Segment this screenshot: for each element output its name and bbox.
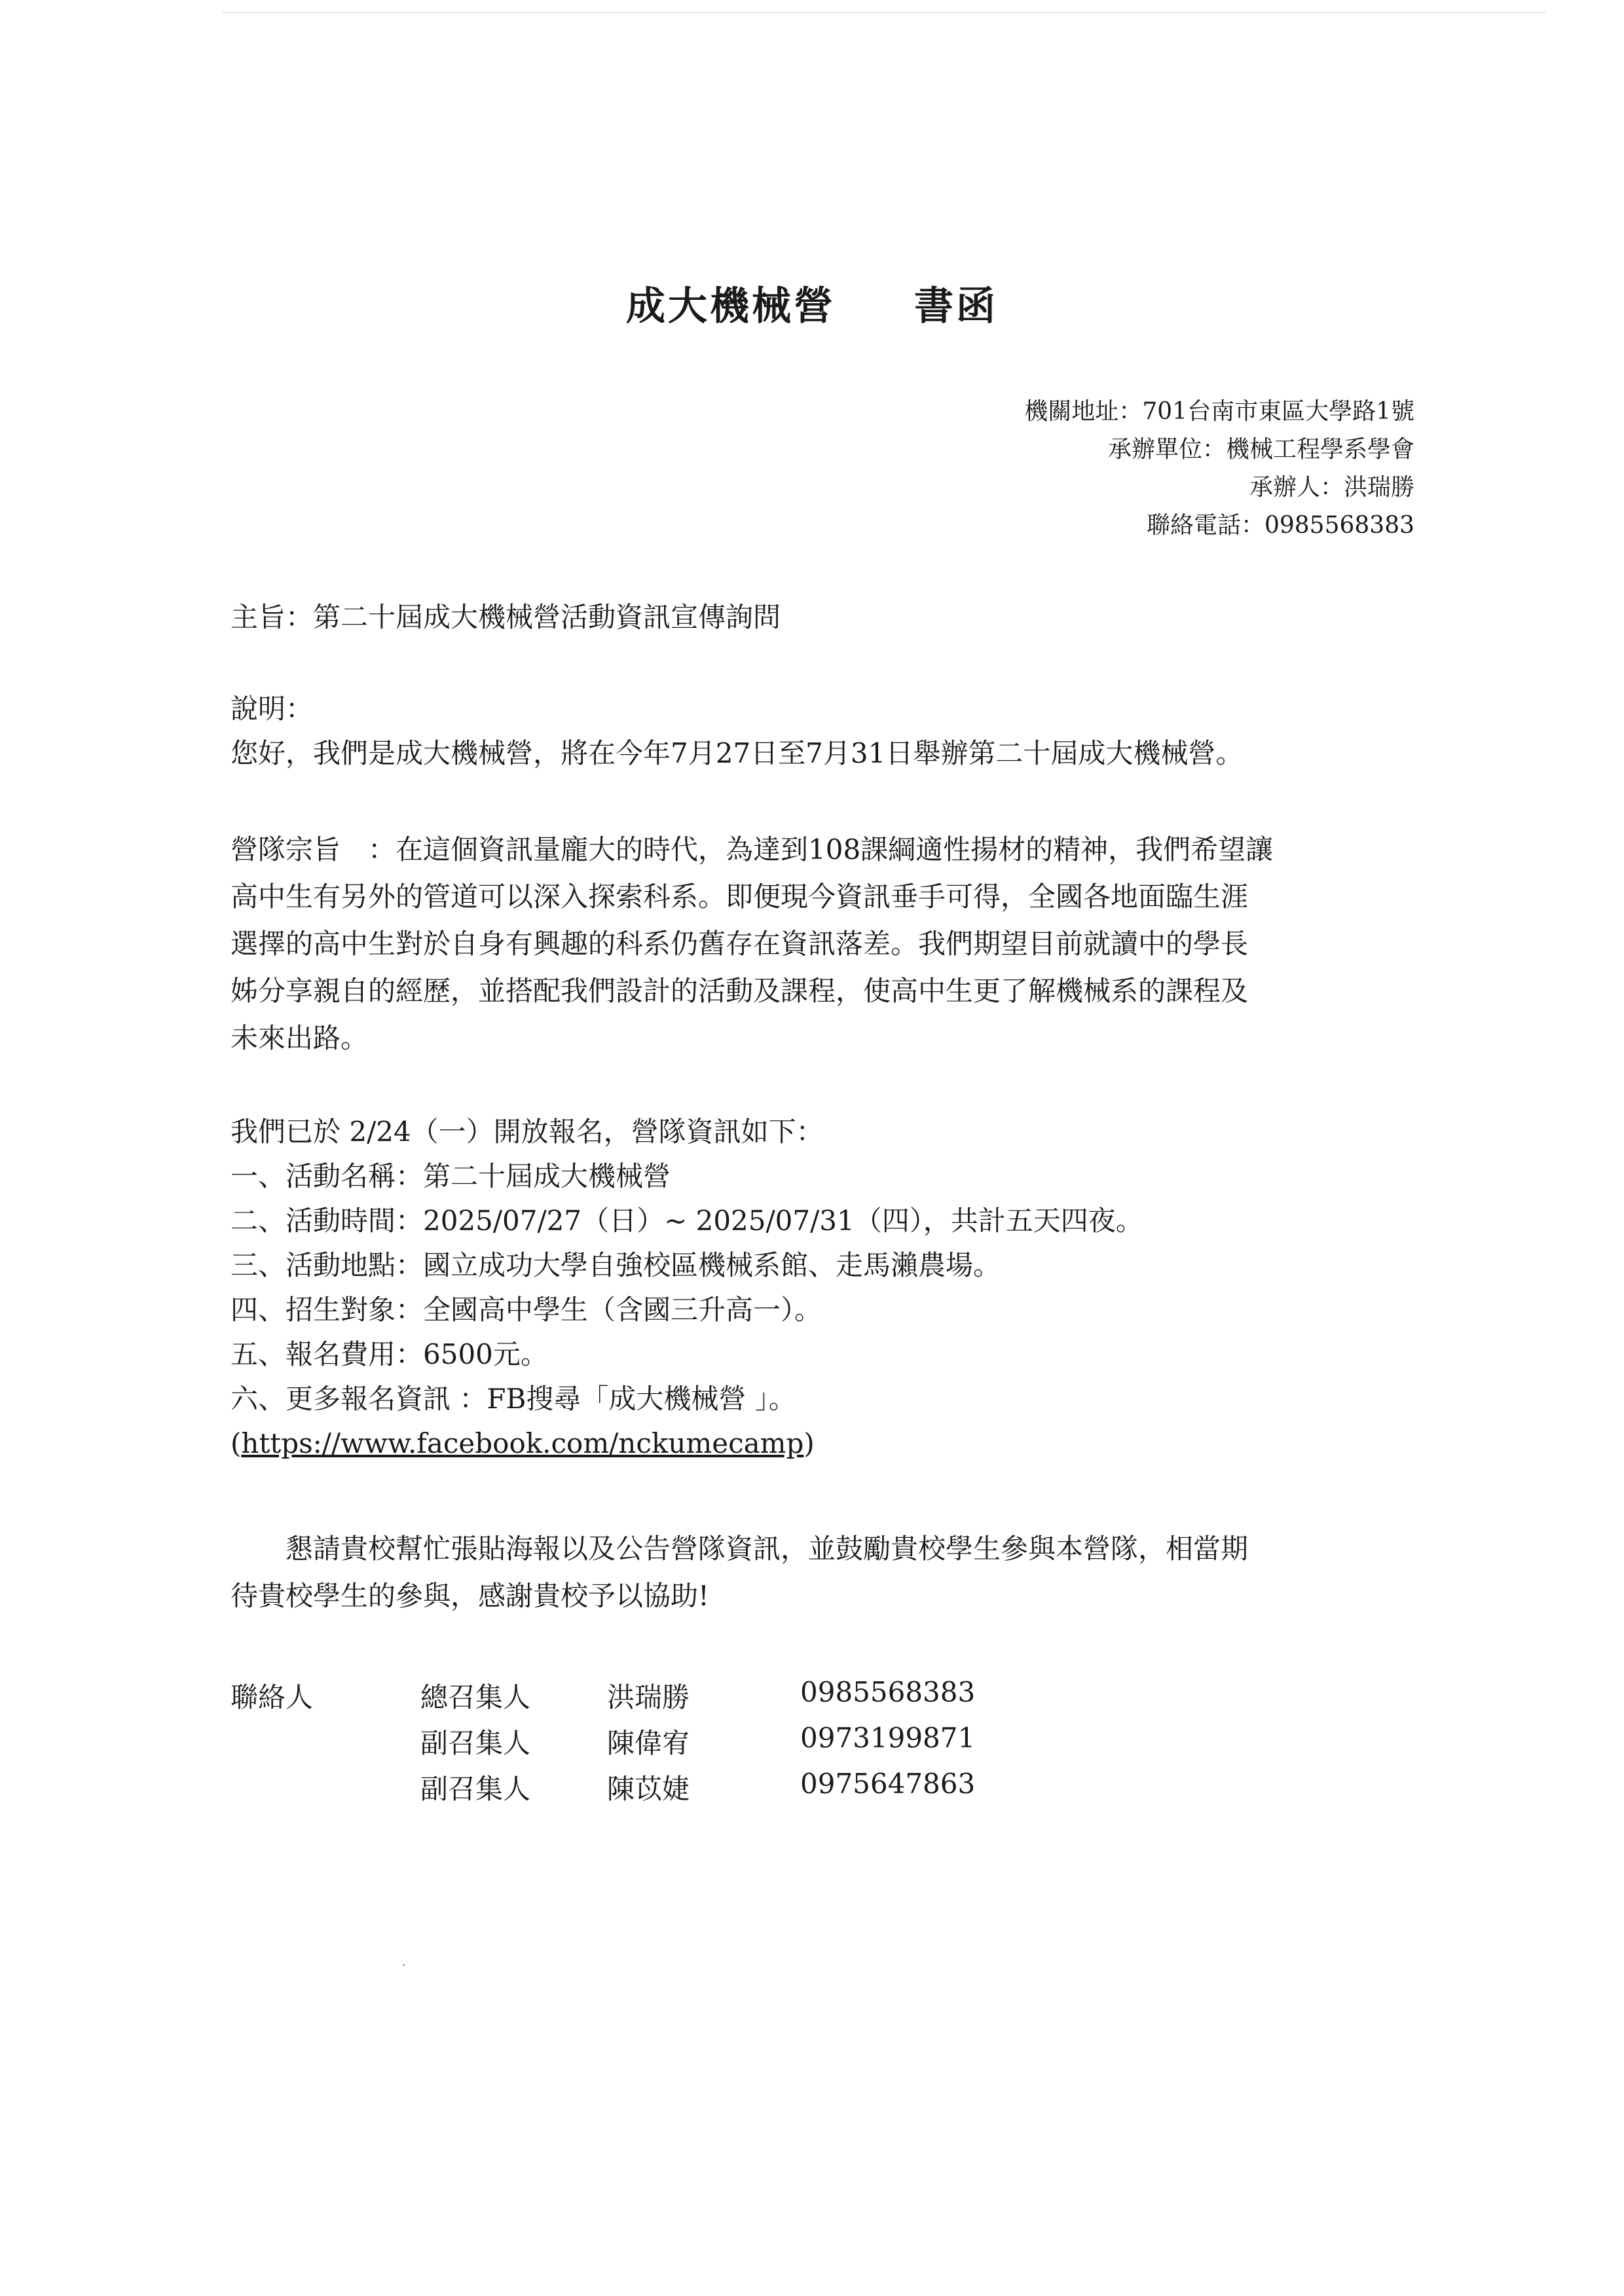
contact-role: 副召集人: [420, 1773, 531, 1805]
purpose-line: 姊分享親自的經歷，並搭配我們設計的活動及課程，使高中生更了解機械系的課程及: [231, 975, 1249, 1007]
contact-name: 洪瑞勝: [607, 1681, 690, 1713]
purpose-line: 高中生有另外的管道可以深入探索科系。即便現今資訊垂手可得，全國各地面臨生涯: [231, 881, 1249, 913]
request-line: 懇請貴校幫忙張貼海報以及公告營隊資訊，並鼓勵貴校學生參與本營隊，相當期: [231, 1533, 1249, 1565]
sender-info-block: [1024, 393, 1414, 545]
request-paragraph: [231, 1525, 1396, 1620]
info-item-location: 三、活動地點：國立成功大學自強校區機械系館、走馬瀨農場。: [231, 1249, 1001, 1281]
subject-line: 主旨：第二十屆成大機械營活動資訊宣傳詢問: [231, 601, 781, 633]
request-line: 待貴校學生的參與，感謝貴校予以協助!: [231, 1580, 709, 1612]
info-intro: 我們已於 2/24（一）開放報名，營隊資訊如下：: [231, 1116, 824, 1148]
facebook-link-line: (https://www.facebook.com/nckumecamp): [231, 1427, 815, 1459]
contact-phone: 0973199871: [800, 1722, 976, 1754]
title-camp-name: 成大機械營: [626, 283, 836, 329]
camp-purpose-paragraph: [231, 826, 1396, 1062]
sender-address: 機關地址：701台南市東區大學路1號: [1024, 398, 1414, 425]
contact-phone: 0985568383: [800, 1676, 976, 1708]
purpose-line: 未來出路。: [231, 1022, 369, 1054]
contact-phone: 0975647863: [800, 1768, 976, 1800]
sender-unit: 承辦單位：機械工程學系學會: [1107, 436, 1414, 463]
info-item-name: 一、活動名稱：第二十屆成大機械營: [231, 1160, 671, 1192]
purpose-line: 營隊宗旨 ：在這個資訊量龐大的時代，為達到108課綱適性揚材的精神，我們希望讓: [231, 833, 1274, 866]
sender-contact-person: 承辦人：洪瑞勝: [1249, 474, 1414, 501]
sender-phone: 聯絡電話：0985568383: [1146, 512, 1414, 539]
explain-label: 說明：: [231, 693, 314, 725]
info-item-time: 二、活動時間：2025/07/27（日）~ 2025/07/31（四），共計五天四夜。: [231, 1205, 1143, 1237]
contact-name: 陳偉宥: [607, 1727, 690, 1759]
title-letter-type: 書函: [914, 283, 998, 329]
info-item-more: 六、更多報名資訊 ：FB搜尋「成大機械營 」。: [231, 1383, 796, 1415]
facebook-link[interactable]: https://www.facebook.com/nckumecamp: [241, 1427, 804, 1459]
purpose-line: 選擇的高中生對於自身有興趣的科系仍舊存在資訊落差。我們期望目前就讀中的學長: [231, 928, 1249, 960]
info-item-target: 四、招生對象：全國高中學生（含國三升高一）。: [231, 1294, 822, 1326]
contact-role: 副召集人: [420, 1727, 531, 1759]
info-item-fee: 五、報名費用：6500元。: [231, 1338, 548, 1370]
contact-name: 陳苡婕: [607, 1773, 690, 1805]
camp-info-list: [231, 1110, 1396, 1466]
letter-title: [0, 275, 1624, 331]
contact-role: 總召集人: [420, 1681, 531, 1713]
greeting-text: 您好，我們是成大機械營，將在今年7月27日至7月31日舉辦第二十屆成大機械營。: [231, 737, 1244, 769]
contacts-label: 聯絡人: [231, 1681, 314, 1713]
page-top-edge: [223, 12, 1545, 13]
scan-speck: [403, 1964, 405, 1966]
